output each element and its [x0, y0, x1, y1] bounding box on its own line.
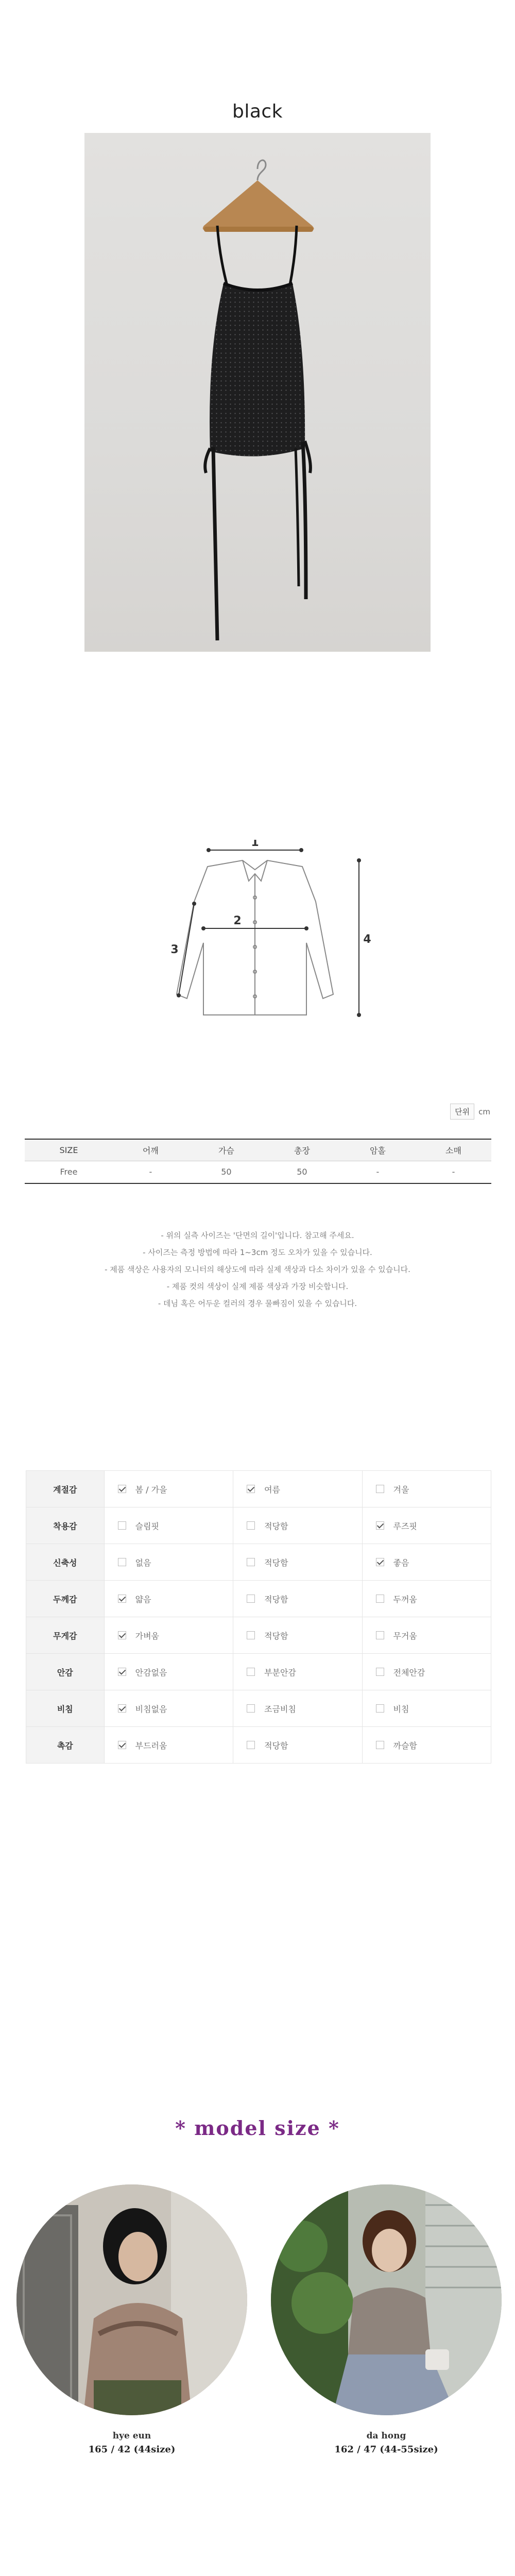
- attribute-option-label: 적당함: [264, 1740, 288, 1751]
- model-name: da hong: [366, 2431, 406, 2441]
- attribute-row: [26, 1507, 491, 1544]
- attribute-option-label: 봄 / 가을: [135, 1484, 167, 1495]
- model-stats: 165 / 42 (44size): [88, 2444, 176, 2455]
- attribute-option: [104, 1727, 233, 1764]
- unchecked-box-icon: [247, 1668, 255, 1676]
- attribute-option-label: 적당함: [264, 1521, 288, 1531]
- table-cell: Free: [25, 1161, 113, 1183]
- table-cell: -: [416, 1161, 491, 1183]
- checked-box-icon: [118, 1631, 126, 1639]
- attribute-option-label: 여름: [264, 1484, 280, 1495]
- attribute-option-label: 비침없음: [135, 1704, 167, 1714]
- attribute-option: [362, 1690, 491, 1727]
- attribute-name: 무게감: [26, 1617, 105, 1654]
- attribute-option-label: 겨울: [393, 1484, 409, 1495]
- attribute-option-label: 루즈핏: [393, 1521, 417, 1531]
- table-cell: 50: [188, 1161, 264, 1183]
- note-line: - 데님 혹은 어두운 컬러의 경우 물빠짐이 있을 수 있습니다.: [158, 1299, 357, 1308]
- unit-indicator: [450, 1104, 490, 1120]
- size-measurement-diagram: [152, 840, 379, 1046]
- attribute-option-label: 적당함: [264, 1557, 288, 1568]
- measure-4-label: 4: [363, 933, 371, 946]
- attribute-option: [104, 1617, 233, 1654]
- attribute-name: 계절감: [26, 1471, 105, 1507]
- note-line: - 제품 컷의 색상이 실제 제품 색상과 가장 비슷합니다.: [166, 1282, 349, 1291]
- attribute-option-label: 까슬함: [393, 1740, 417, 1751]
- note-line: - 사이즈는 측정 방법에 따라 1~3cm 정도 오차가 있을 수 있습니다.: [143, 1248, 372, 1257]
- attribute-name: 신축성: [26, 1544, 105, 1581]
- attribute-name: 두께감: [26, 1581, 105, 1617]
- measure-3-label: 3: [170, 943, 179, 956]
- note-line: - 위의 실측 사이즈는 '단면의 길이'입니다. 참고해 주세요.: [161, 1231, 354, 1240]
- unchecked-box-icon: [376, 1668, 384, 1676]
- attribute-option-label: 두꺼움: [393, 1594, 417, 1604]
- attribute-option-label: 무거움: [393, 1631, 417, 1641]
- unchecked-box-icon: [376, 1485, 384, 1493]
- attribute-option: [362, 1654, 491, 1690]
- model-photo: [16, 2184, 247, 2415]
- attribute-option: [233, 1654, 362, 1690]
- attribute-row: [26, 1654, 491, 1690]
- model-size-heading: * model size *: [175, 2116, 340, 2140]
- attribute-option: [104, 1507, 233, 1544]
- attribute-name: 비침: [26, 1690, 105, 1727]
- attribute-row: [26, 1617, 491, 1654]
- armhole-col-header: 암홀: [340, 1139, 416, 1161]
- unchecked-box-icon: [247, 1558, 255, 1566]
- chest-col-header: 가슴: [188, 1139, 264, 1161]
- table-cell: 50: [264, 1161, 340, 1183]
- checked-box-icon: [118, 1595, 126, 1603]
- attribute-name: 안감: [26, 1654, 105, 1690]
- attribute-option: [362, 1544, 491, 1581]
- unchecked-box-icon: [118, 1558, 126, 1566]
- attribute-option: [104, 1471, 233, 1507]
- attribute-option-label: 없음: [135, 1557, 151, 1568]
- unchecked-box-icon: [247, 1741, 255, 1749]
- sleeve-col-header: 소매: [416, 1139, 491, 1161]
- shirt-outline-icon: [177, 860, 333, 1015]
- model-photo: [271, 2184, 502, 2415]
- attribute-option-label: 비침: [393, 1704, 409, 1714]
- unchecked-box-icon: [247, 1631, 255, 1639]
- unchecked-box-icon: [247, 1521, 255, 1530]
- attribute-row: [26, 1727, 491, 1764]
- unchecked-box-icon: [247, 1595, 255, 1603]
- unit-value: cm: [478, 1107, 490, 1116]
- unchecked-box-icon: [376, 1741, 384, 1749]
- attribute-option: [104, 1654, 233, 1690]
- halter-top-illustration: [84, 133, 431, 652]
- product-photo: [84, 133, 431, 652]
- size-col-header: SIZE: [25, 1139, 113, 1161]
- length-col-header: 총장: [264, 1139, 340, 1161]
- size-notes: [0, 1227, 515, 1312]
- size-table-header-row: [25, 1139, 491, 1161]
- attribute-option: [362, 1471, 491, 1507]
- attribute-option-label: 좋음: [393, 1557, 409, 1568]
- checked-box-icon: [118, 1704, 126, 1713]
- attribute-row: [26, 1471, 491, 1507]
- attribute-name: 착용감: [26, 1507, 105, 1544]
- checked-box-icon: [376, 1558, 384, 1566]
- attribute-option-label: 부분안감: [264, 1667, 296, 1677]
- unchecked-box-icon: [376, 1631, 384, 1639]
- attribute-option: [362, 1581, 491, 1617]
- note-line: - 제품 색상은 사용자의 모니터의 해상도에 따라 실제 색상과 다소 차이가 있을 수 있습니다.: [105, 1265, 410, 1274]
- product-color-title: black: [232, 101, 283, 122]
- checked-box-icon: [247, 1485, 255, 1493]
- attribute-option: [233, 1690, 362, 1727]
- unchecked-box-icon: [118, 1521, 126, 1530]
- attribute-option-label: 부드러움: [135, 1740, 167, 1751]
- attribute-option: [104, 1581, 233, 1617]
- attribute-option-label: 가벼움: [135, 1631, 159, 1641]
- attribute-option-label: 적당함: [264, 1631, 288, 1641]
- checked-box-icon: [118, 1668, 126, 1676]
- attribute-row: [26, 1690, 491, 1727]
- attribute-option: [233, 1727, 362, 1764]
- measure-2-label: 2: [233, 914, 242, 927]
- attribute-option: [104, 1544, 233, 1581]
- attribute-option: [233, 1581, 362, 1617]
- unit-label: 단위: [450, 1104, 474, 1120]
- attribute-option: [233, 1617, 362, 1654]
- table-row: [25, 1161, 491, 1183]
- table-cell: -: [340, 1161, 416, 1183]
- attribute-option-label: 슬림핏: [135, 1521, 159, 1531]
- attribute-option-label: 전체안감: [393, 1667, 425, 1677]
- unchecked-box-icon: [376, 1595, 384, 1603]
- fabric-attributes-table: [26, 1470, 491, 1764]
- attribute-option: [104, 1690, 233, 1727]
- size-table: [25, 1139, 491, 1184]
- attribute-option: [362, 1507, 491, 1544]
- shoulder-col-header: 어깨: [113, 1139, 188, 1161]
- attribute-option: [233, 1471, 362, 1507]
- table-cell: -: [113, 1161, 188, 1183]
- attribute-row: [26, 1544, 491, 1581]
- checked-box-icon: [376, 1521, 384, 1530]
- attribute-option-label: 얇음: [135, 1594, 151, 1604]
- unchecked-box-icon: [376, 1704, 384, 1713]
- attribute-option: [233, 1507, 362, 1544]
- model-stats: 162 / 47 (44-55size): [334, 2444, 438, 2455]
- model-name: hye eun: [112, 2431, 151, 2441]
- measure-1-label: 1: [251, 840, 259, 849]
- attribute-option-label: 조금비침: [264, 1704, 296, 1714]
- attribute-option-label: 안감없음: [135, 1667, 167, 1677]
- attribute-name: 촉감: [26, 1727, 105, 1764]
- attribute-row: [26, 1581, 491, 1617]
- unchecked-box-icon: [247, 1704, 255, 1713]
- attribute-option-label: 적당함: [264, 1594, 288, 1604]
- attribute-option: [362, 1617, 491, 1654]
- checked-box-icon: [118, 1485, 126, 1493]
- checked-box-icon: [118, 1741, 126, 1749]
- attribute-option: [233, 1544, 362, 1581]
- attribute-option: [362, 1727, 491, 1764]
